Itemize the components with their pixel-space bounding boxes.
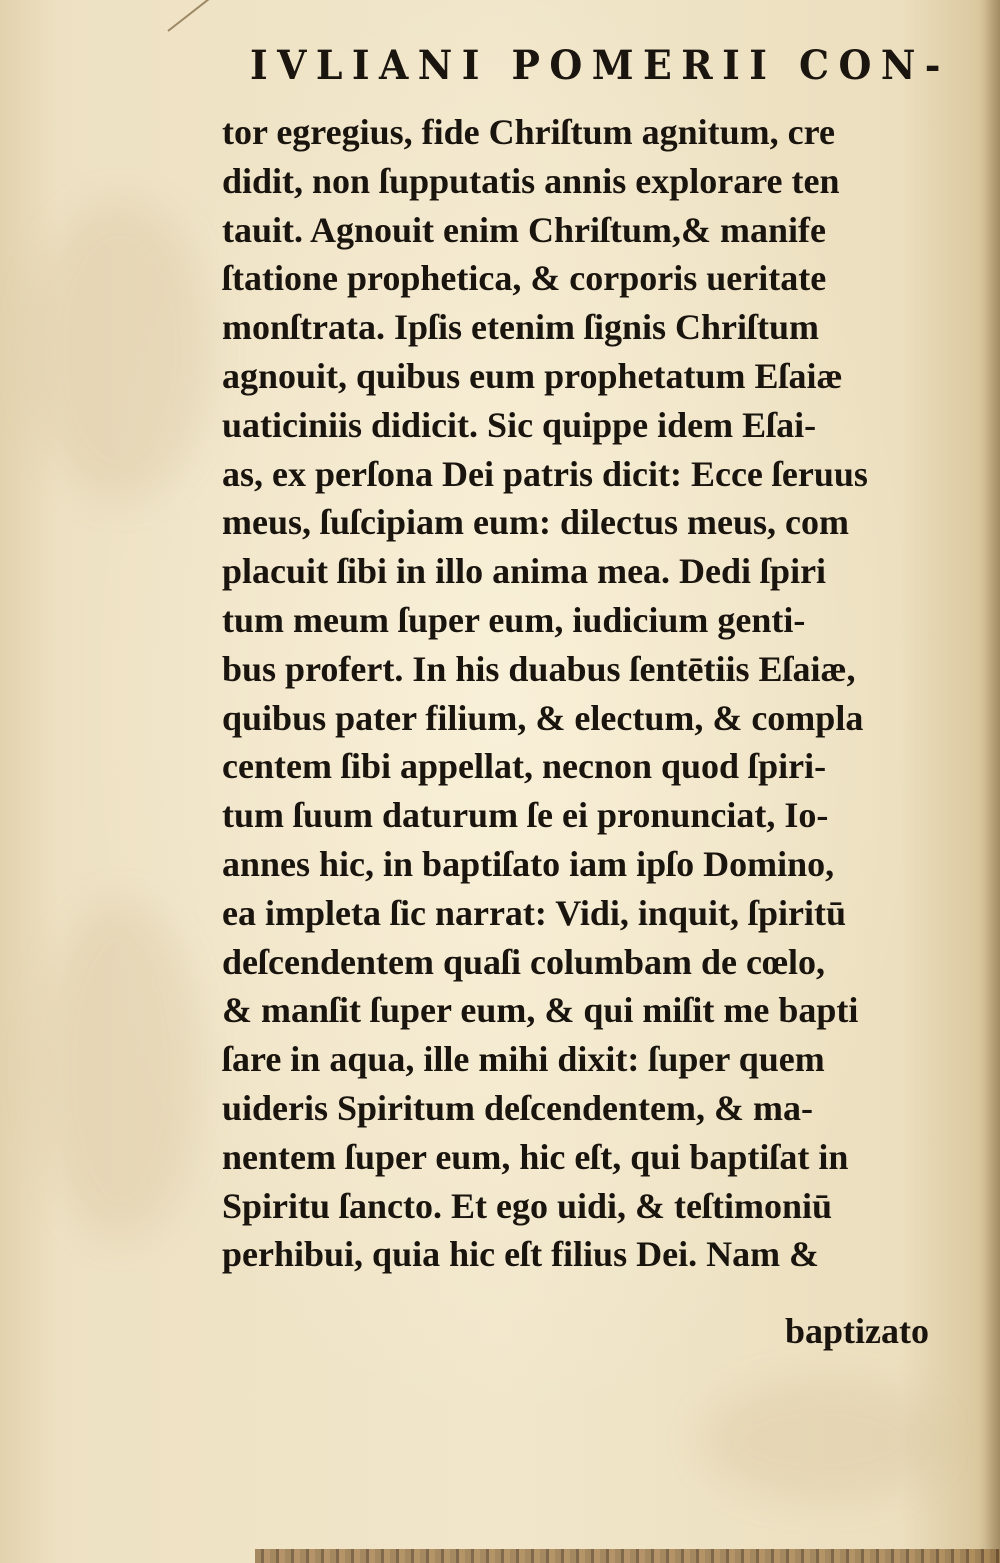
text-line: annes hic, in baptiſato iam ipſo Domino, (222, 843, 835, 884)
text-line: ſtatione prophetica, & corporis ueritate (222, 258, 827, 299)
text-line: tum meum ſuper eum, iudicium genti- (222, 599, 806, 640)
paper-stain (700, 1380, 940, 1500)
text-line: agnouit, quibus eum prophetatum Eſaiæ (222, 355, 843, 396)
text-line: deſcendentem quaſi columbam de cœlo, (222, 941, 825, 982)
ink-mark (167, 0, 216, 32)
text-line: uideris Spiritum deſcendentem, & ma- (222, 1087, 813, 1128)
text-line: Spiritu ſancto. Et ego uidi, & teſtimoniū (222, 1185, 833, 1226)
text-line: as, ex perſona Dei patris dicit: Ecce ſeruus (222, 453, 868, 494)
text-line: tauit. Agnouit enim Chriſtum,& manife (222, 209, 827, 250)
text-line: ſare in aqua, ille mihi dixit: ſuper quem (222, 1039, 825, 1080)
text-line: quibus pater filium, & electum, & compla (222, 697, 864, 738)
text-line: tor egregius, fide Chriſtum agnitum, cre (222, 112, 835, 152)
text-line: placuit ſibi in illo anima mea. Dedi ſpiri (222, 551, 827, 592)
paper-stain (30, 200, 210, 500)
text-line: nentem ſuper eum, hic eſt, qui baptiſat in (222, 1136, 849, 1177)
catchword: baptizato (785, 1311, 929, 1351)
text-line: perhibui, quia hic eſt filius Dei. Nam & (222, 1234, 820, 1275)
page-edge-shadow (978, 0, 1000, 1563)
binding-edge (255, 1549, 1000, 1563)
text-line: tum ſuum daturum ſe ei pronunciat, Io- (222, 795, 829, 836)
text-line: & manſit ſuper eum, & qui miſit me bapti (222, 990, 859, 1031)
body-text (222, 108, 972, 1279)
text-line: ea impleta ſic narrat: Vidi, inquit, ſpiritū (222, 892, 847, 933)
paper-stain (40, 900, 200, 1240)
text-line: monſtrata. Ipſis etenim ſignis Chriſtum (222, 307, 820, 348)
text-line: centem ſibi appellat, necnon quod ſpiri- (222, 746, 827, 787)
text-line: bus profert. In his duabus ſentētiis Eſaiæ, (222, 648, 856, 689)
running-header: IVLIANI POMERII CON- (250, 42, 950, 89)
text-line: didit, non ſupputatis annis explorare ten (222, 160, 840, 201)
text-line: uaticiniis didicit. Sic quippe idem Eſai- (222, 404, 817, 445)
text-line: meus, ſuſcipiam eum: dilectus meus, com (222, 502, 849, 543)
